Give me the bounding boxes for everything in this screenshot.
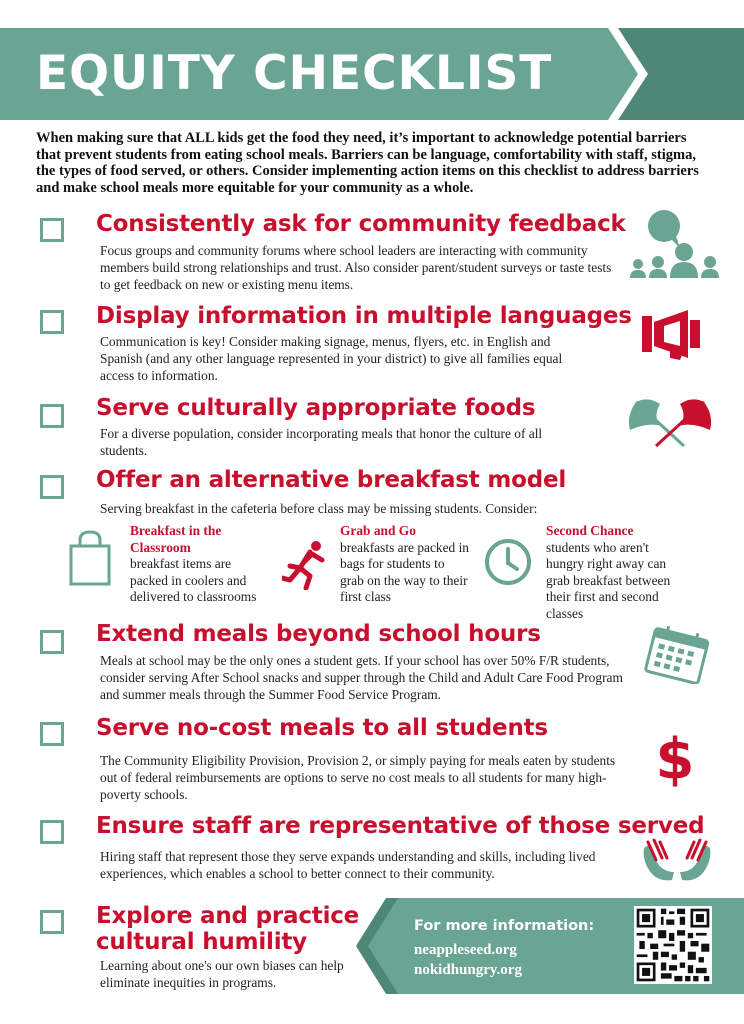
breakfast-model-title: Second Chance [546, 523, 634, 538]
hands-icon [640, 838, 714, 884]
item-title: Offer an alternative breakfast model [96, 467, 567, 493]
running-person-icon [282, 540, 330, 590]
megaphone-icon [640, 306, 716, 362]
intro-text: When making sure that ALL kids get the food they need, it’s important to acknowledge potential barriers that prevent students from eating school meals. Barriers can be language, comfortability with staff, stigma, the types of food served, or others. Consider implementing action items on this checklist to address barriers and make school meals more equitable for your community as a whole. [36, 130, 699, 196]
checkbox-representative-staff[interactable] [40, 820, 64, 844]
item-body: For a diverse population, consider incorporating meals that honor the culture of all students. [100, 426, 543, 458]
item-body: Serving breakfast in the cafeteria before class may be missing students. Consider: [100, 501, 538, 516]
item-title: Extend meals beyond school hours [96, 621, 541, 647]
footer-info [414, 918, 594, 980]
community-feedback-icon [626, 206, 724, 282]
breakfast-model-title: Grab and Go [340, 523, 416, 538]
crossed-flags-icon [622, 396, 718, 448]
footer-link[interactable]: neappleseed.org [414, 942, 517, 958]
breakfast-model-grab-and-go [340, 523, 470, 606]
checkbox-culturally-appropriate[interactable] [40, 404, 64, 428]
breakfast-model-body: breakfast items are packed in coolers and delivered to classrooms [130, 556, 257, 605]
item-title: Display information in multiple languages [96, 303, 632, 329]
breakfast-model-body: students who aren't hungry right away can grab breakfast between their first and second classes [546, 539, 671, 621]
bag-icon [68, 530, 112, 586]
item-body: Focus groups and community forums where school leaders are interacting with community members build strong relationships and trust. Also consider parent/student surveys or taste tests to get feedback on new or existing menu items. [100, 243, 612, 292]
breakfast-model-title: Breakfast in the [130, 523, 222, 538]
item-title: Serve no-cost meals to all students [96, 715, 548, 741]
footer-heading: For more information: [414, 918, 595, 934]
item-body: Learning about one's our own biases can help eliminate inequities in programs. [100, 958, 344, 990]
item-title-line2: cultural humility [96, 929, 307, 955]
page-title: EQUITY CHECKLIST [36, 46, 553, 101]
checkbox-cultural-humility[interactable] [40, 910, 64, 934]
breakfast-model-classroom [130, 523, 270, 606]
checkbox-multiple-languages[interactable] [40, 310, 64, 334]
item-title: Serve culturally appropriate foods [96, 395, 536, 421]
calendar-icon [642, 626, 712, 684]
checkbox-extend-meals[interactable] [40, 630, 64, 654]
item-body: Hiring staff that represent those they serve expands understanding and skills, including lived experiences, which enables a school to better connect to their community. [100, 849, 596, 881]
checkbox-community-feedback[interactable] [40, 218, 64, 242]
dollar-icon: $ [655, 727, 695, 792]
breakfast-model-body: breakfasts are packed in bags for students to grab on the way to their first class [340, 539, 470, 605]
item-title: Ensure staff are representative of those served [96, 813, 705, 839]
qr-code-icon[interactable] [634, 906, 712, 984]
checkbox-alternative-breakfast[interactable] [40, 475, 64, 499]
breakfast-model-second-chance [546, 523, 686, 623]
item-body: Communication is key! Consider making signage, menus, flyers, etc. in English and Spanish (and any other language represented in your district) to give all families equal access to information. [100, 334, 563, 383]
item-title: Consistently ask for community feedback [96, 211, 626, 237]
checkbox-no-cost-meals[interactable] [40, 722, 64, 746]
item-title-line1: Explore and practice [96, 903, 360, 929]
footer-link[interactable]: nokidhungry.org [414, 962, 522, 978]
item-body: Meals at school may be the only ones a student gets. If your school has over 50% F/R students, consider serving After School snacks and supper through the Child and Adult Care Food Program and summer meals through the Summer Food Service Program. [100, 653, 623, 702]
clock-icon [484, 538, 532, 586]
item-body: The Community Eligibility Provision, Provision 2, or simply paying for meals eaten by students out of federal reimbursements are options to serve no cost meals to all students for many high-poverty schools. [100, 753, 616, 802]
breakfast-model-title: Classroom [130, 539, 191, 555]
